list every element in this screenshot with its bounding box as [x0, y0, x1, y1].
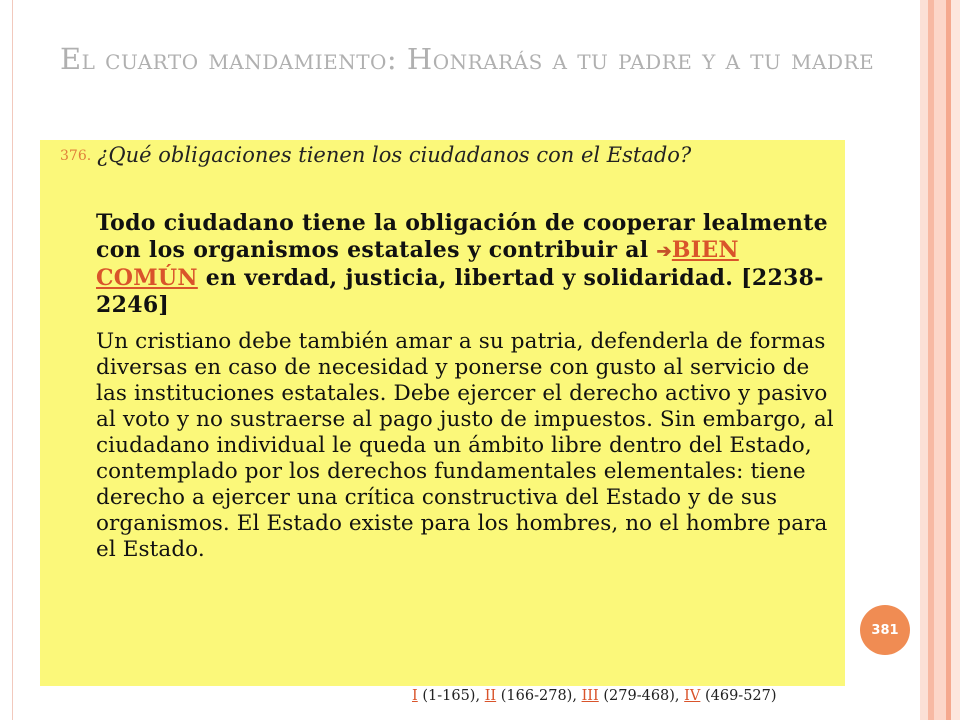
right-stripe-5 [951, 0, 960, 720]
footer-nav [412, 688, 777, 704]
body-paragraph: Un cristiano debe también amar a su patria, defenderla de formas diversas en caso de necesidad y ponerse con gusto al servicio de las instituciones estatales. Debe ejercer el derecho activo y pasivo al voto y no sustraerse al pago justo de impuestos. Sin embargo, al ciudadano individual le queda un ámbito libre dentro del Estado, contemplado por los derechos fundamentales elementales: tiene derecho a ejercer una crítica constructiva del Estado y de sus organismos. El Estado existe para los hombres, no el hombre para el Estado. [96, 329, 834, 562]
footer-range-iv: (469-527) [704, 688, 777, 704]
left-frame-line [12, 0, 13, 720]
footer-link-iv[interactable]: IV [684, 688, 701, 704]
question-text: ¿Qué obligaciones tienen los ciudadanos con el Estado? [97, 143, 692, 167]
footer-link-iii[interactable]: III [581, 688, 599, 704]
right-stripe-1 [920, 0, 928, 720]
footer-link-ii[interactable]: II [484, 688, 497, 704]
slide-title: El cuarto mandamiento: Honrarás a tu padre y a tu madre [60, 42, 875, 76]
answer-text-2: en verdad, justicia, libertad y solidaridad. [2238-2246] [96, 265, 824, 318]
footer-range-i: (1-165), [422, 688, 481, 704]
question [60, 144, 830, 170]
bien-comun-link[interactable]: BIEN COMÚN [96, 237, 739, 291]
arrow-icon: ➔ [656, 241, 672, 262]
page-number-badge: 381 [860, 605, 910, 655]
answer [96, 210, 836, 319]
footer-link-i[interactable]: I [412, 688, 418, 704]
footer-range-iii: (279-468), [603, 688, 680, 704]
question-number: 376. [60, 148, 92, 164]
answer-text-1: Todo ciudadano tiene la obligación de cooperar lealmente con los organismos estatales y contribuir al [96, 210, 828, 263]
right-stripe-3 [934, 0, 946, 720]
footer-range-ii: (166-278), [500, 688, 577, 704]
